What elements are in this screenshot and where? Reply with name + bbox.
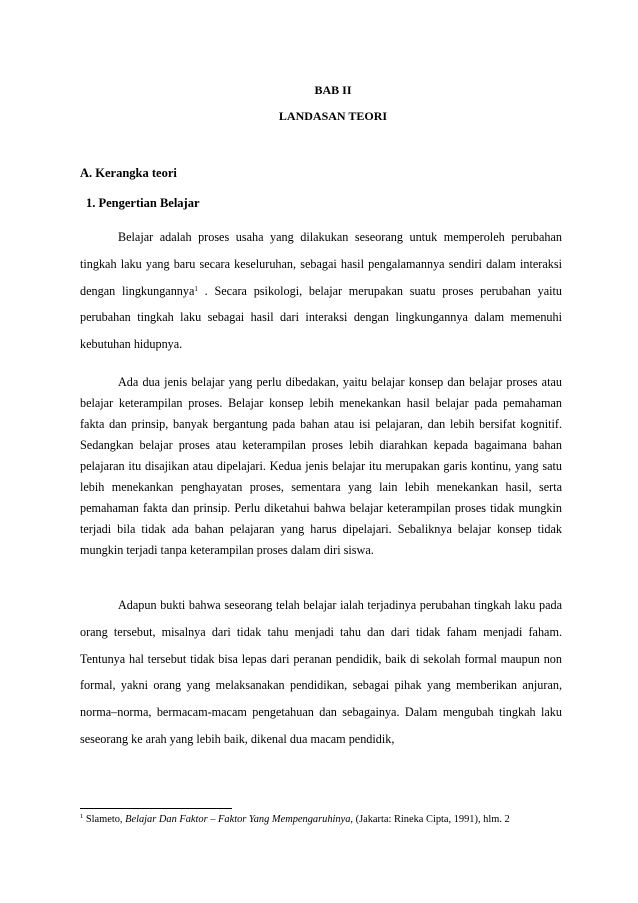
section-heading: A. Kerangka teori — [80, 166, 177, 180]
footnote-publication: , (Jakarta: Rineka Cipta, 1991), hlm. 2 — [350, 814, 510, 825]
footnote-author: Slameto, — [83, 814, 126, 825]
paragraph-3 — [80, 592, 562, 753]
footnote-number: 1 — [80, 813, 84, 820]
chapter-number: BAB II — [314, 83, 352, 97]
footnote-divider — [80, 808, 232, 809]
footnote-reference[interactable]: 1 — [194, 284, 198, 293]
footnote-book-title: Belajar Dan Faktor – Faktor Yang Mempengaruhinya — [125, 814, 351, 825]
paragraph-3-text: Adapun bukti bahwa seseorang telah belajar ialah terjadinya perubahan tingkah laku pada orang tersebut, misalnya dari tidak tahu menjadi tahu dan dari tidak faham menjadi faham. Tentunya hal tersebut tidak bisa lepas dari peranan pendidik, baik di sekolah formal maupun non formal, yakni orang yang melaksanakan pendidikan, sebagai pihak yang memberikan anjuran, norma–norma, bermacam-macam pengetahuan dan sebagainya. Dalam mengubah tingkah laku seseorang ke arah yang lebih baik, dikenal dua macam pendidik, — [80, 598, 562, 746]
chapter-title: LANDASAN TEORI — [278, 109, 388, 123]
footnote — [80, 814, 570, 825]
paragraph-1-text: Belajar adalah proses usaha yang dilakukan seseorang untuk memperoleh perubahan tingkah laku yang baru secara keseluruhan, sebagai hasil pengalamannya sendiri dalam interaksi dengan lingkungannya — [80, 230, 562, 298]
paragraph-1-text-continued: . Secara psikologi, belajar merupakan suatu proses perubahan yaitu perubahan tingkah laku sebagai hasil dari interaksi dengan lingkungannya dalam memenuhi kebutuhan hidupnya. — [80, 283, 562, 352]
paragraph-2 — [80, 372, 562, 561]
paragraph-2-text: Ada dua jenis belajar yang perlu dibedakan, yaitu belajar konsep dan belajar proses atau belajar keterampilan proses. Belajar konsep lebih menekankan hasil belajar pada pemahaman fakta dan prinsip, banyak bergantung pada bahan atau isi pelajaran, dan lebih bersifat kognitif. Sedangkan belajar proses atau keterampilan proses lebih diarahkan kepada bagaimana bahan pelajaran itu disajikan atau dipelajari. Kedua jenis belajar itu merupakan garis kontinu, yang satu lebih menekankan penghayatan proses, sementara yang lain lebih menekankan hasil, serta pemahaman fakta dan prinsip. Perlu diketahui bahwa belajar keterampilan proses tidak mungkin terjadi bila tidak ada bahan pelajaran yang harus dipelajari. Sebaliknya belajar konsep tidak mungkin terjadi tanpa keterampilan proses dalam diri siswa. — [80, 375, 562, 557]
subsection-heading: 1. Pengertian Belajar — [86, 196, 200, 210]
paragraph-1 — [80, 224, 562, 358]
